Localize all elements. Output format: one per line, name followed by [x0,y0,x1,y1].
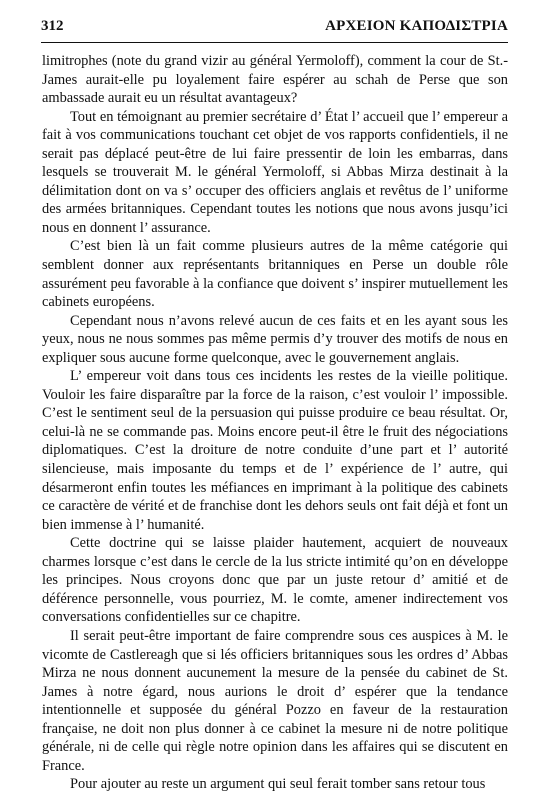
paragraph-3: C’est bien là un fait comme plusieurs autres de la même catégorie qui semblent donner aux représentants britanniques en Perse un double rôle assurément peu favorable à la confiance que doivent s’ inspirer mutuellement les cabinets européens. [42,238,508,311]
paragraph-4: Cependant nous n’avons relevé aucun de ces faits et en les ayant sous les yeux, nous ne nous sommes pas même permis d’y trouver des motifs de nous en expliquer sous aucune forme quelconque, avec le gouvernement anglais. [42,312,508,366]
paragraph-8: Pour ajouter au reste un argument qui seul ferait tomber sans retour tous [70,776,486,793]
body-text [42,52,508,794]
running-title: ΑΡΧΕΙΟΝ ΚΑΠΟΔΙΣΤΡΙΑ [325,18,508,34]
header-rule [41,42,508,43]
paragraph-1: limitrophes (note du grand vizir au général Yermoloff), comment la cour de St.-James aurait-elle pu loyalement faire espérer au schah de Perse que son ambassade aurait eu un résultat avantageux? [42,53,508,107]
paragraph-2: Tout en témoignant au premier secrétaire d’ État l’ accueil que l’ empereur a fait à vos communications touchant cet objet de vos rapports confidentiels, il ne serait pas déplacé peut-être de lui faire pressentir de loin les embarras, dans lesquels se trouverait M. le général Yermoloff, si Abbas Mirza destinait à la délimitation dont on va s’ occuper des officiers anglais et revêtus de l’ uniforme des armées britanniques. Cependant toutes les notions que nous avons jusqu’ici nous en donnent l’ assurance. [42,108,508,236]
paragraph-6: Cette doctrine qui se laisse plaider hautement, acquiert de nouveaux charmes lorsque c’est dans le cercle de la lus stricte intimité qu’on en développe les principes. Nous croyons donc que par un juste retour d’ amitié et de déférence personnelle, vous pourriez, M. le comte, amener indirectement vos conversations confidentielles sur ce chapitre. [42,535,508,626]
paragraph-7: Il serait peut-être important de faire comprendre sous ces auspices à M. le vicomte de Castlereagh que si lés officiers britanniques sous les ordres d’ Abbas Mirza ne nous donnent aucunement la mesure de la pensée du cabinet de St. James à notre égard, nous aurions le droit d’ espérer que la tendance intentionnelle et supposée du général Pozzo en faveur de la restauration française, ne doit non plus donner à ce cabinet la mesure ni de notre politique générale, ni de celle qui règle notre opinion dans les affaires qui se discutent en France. [42,627,508,774]
paragraph-5: L’ empereur voit dans tous ces incidents les restes de la vieille politique. Vouloir les faire disparaître par la force de la raison, c’est vouloir l’ impossible. C’est le sentiment seul de la persuasion qui puisse produire ce beau résultat. Or, celui-là ne se commande pas. Moins encore peut-il être le fruit des négociations diplomatiques. C’est la droiture de notre conduite d’une part et l’ autorité silencieuse, mais imposante du temps et de l’ expérience de l’ autre, qui désarmeront enfin toutes les méfiances en imprimant à la politique des cabinets ce caractère de vérité et de franchise dont les dehors seuls ont fait déjà et font un bien immense à l’ humanité. [42,368,508,533]
running-header [41,18,508,40]
page-number: 312 [41,18,64,34]
